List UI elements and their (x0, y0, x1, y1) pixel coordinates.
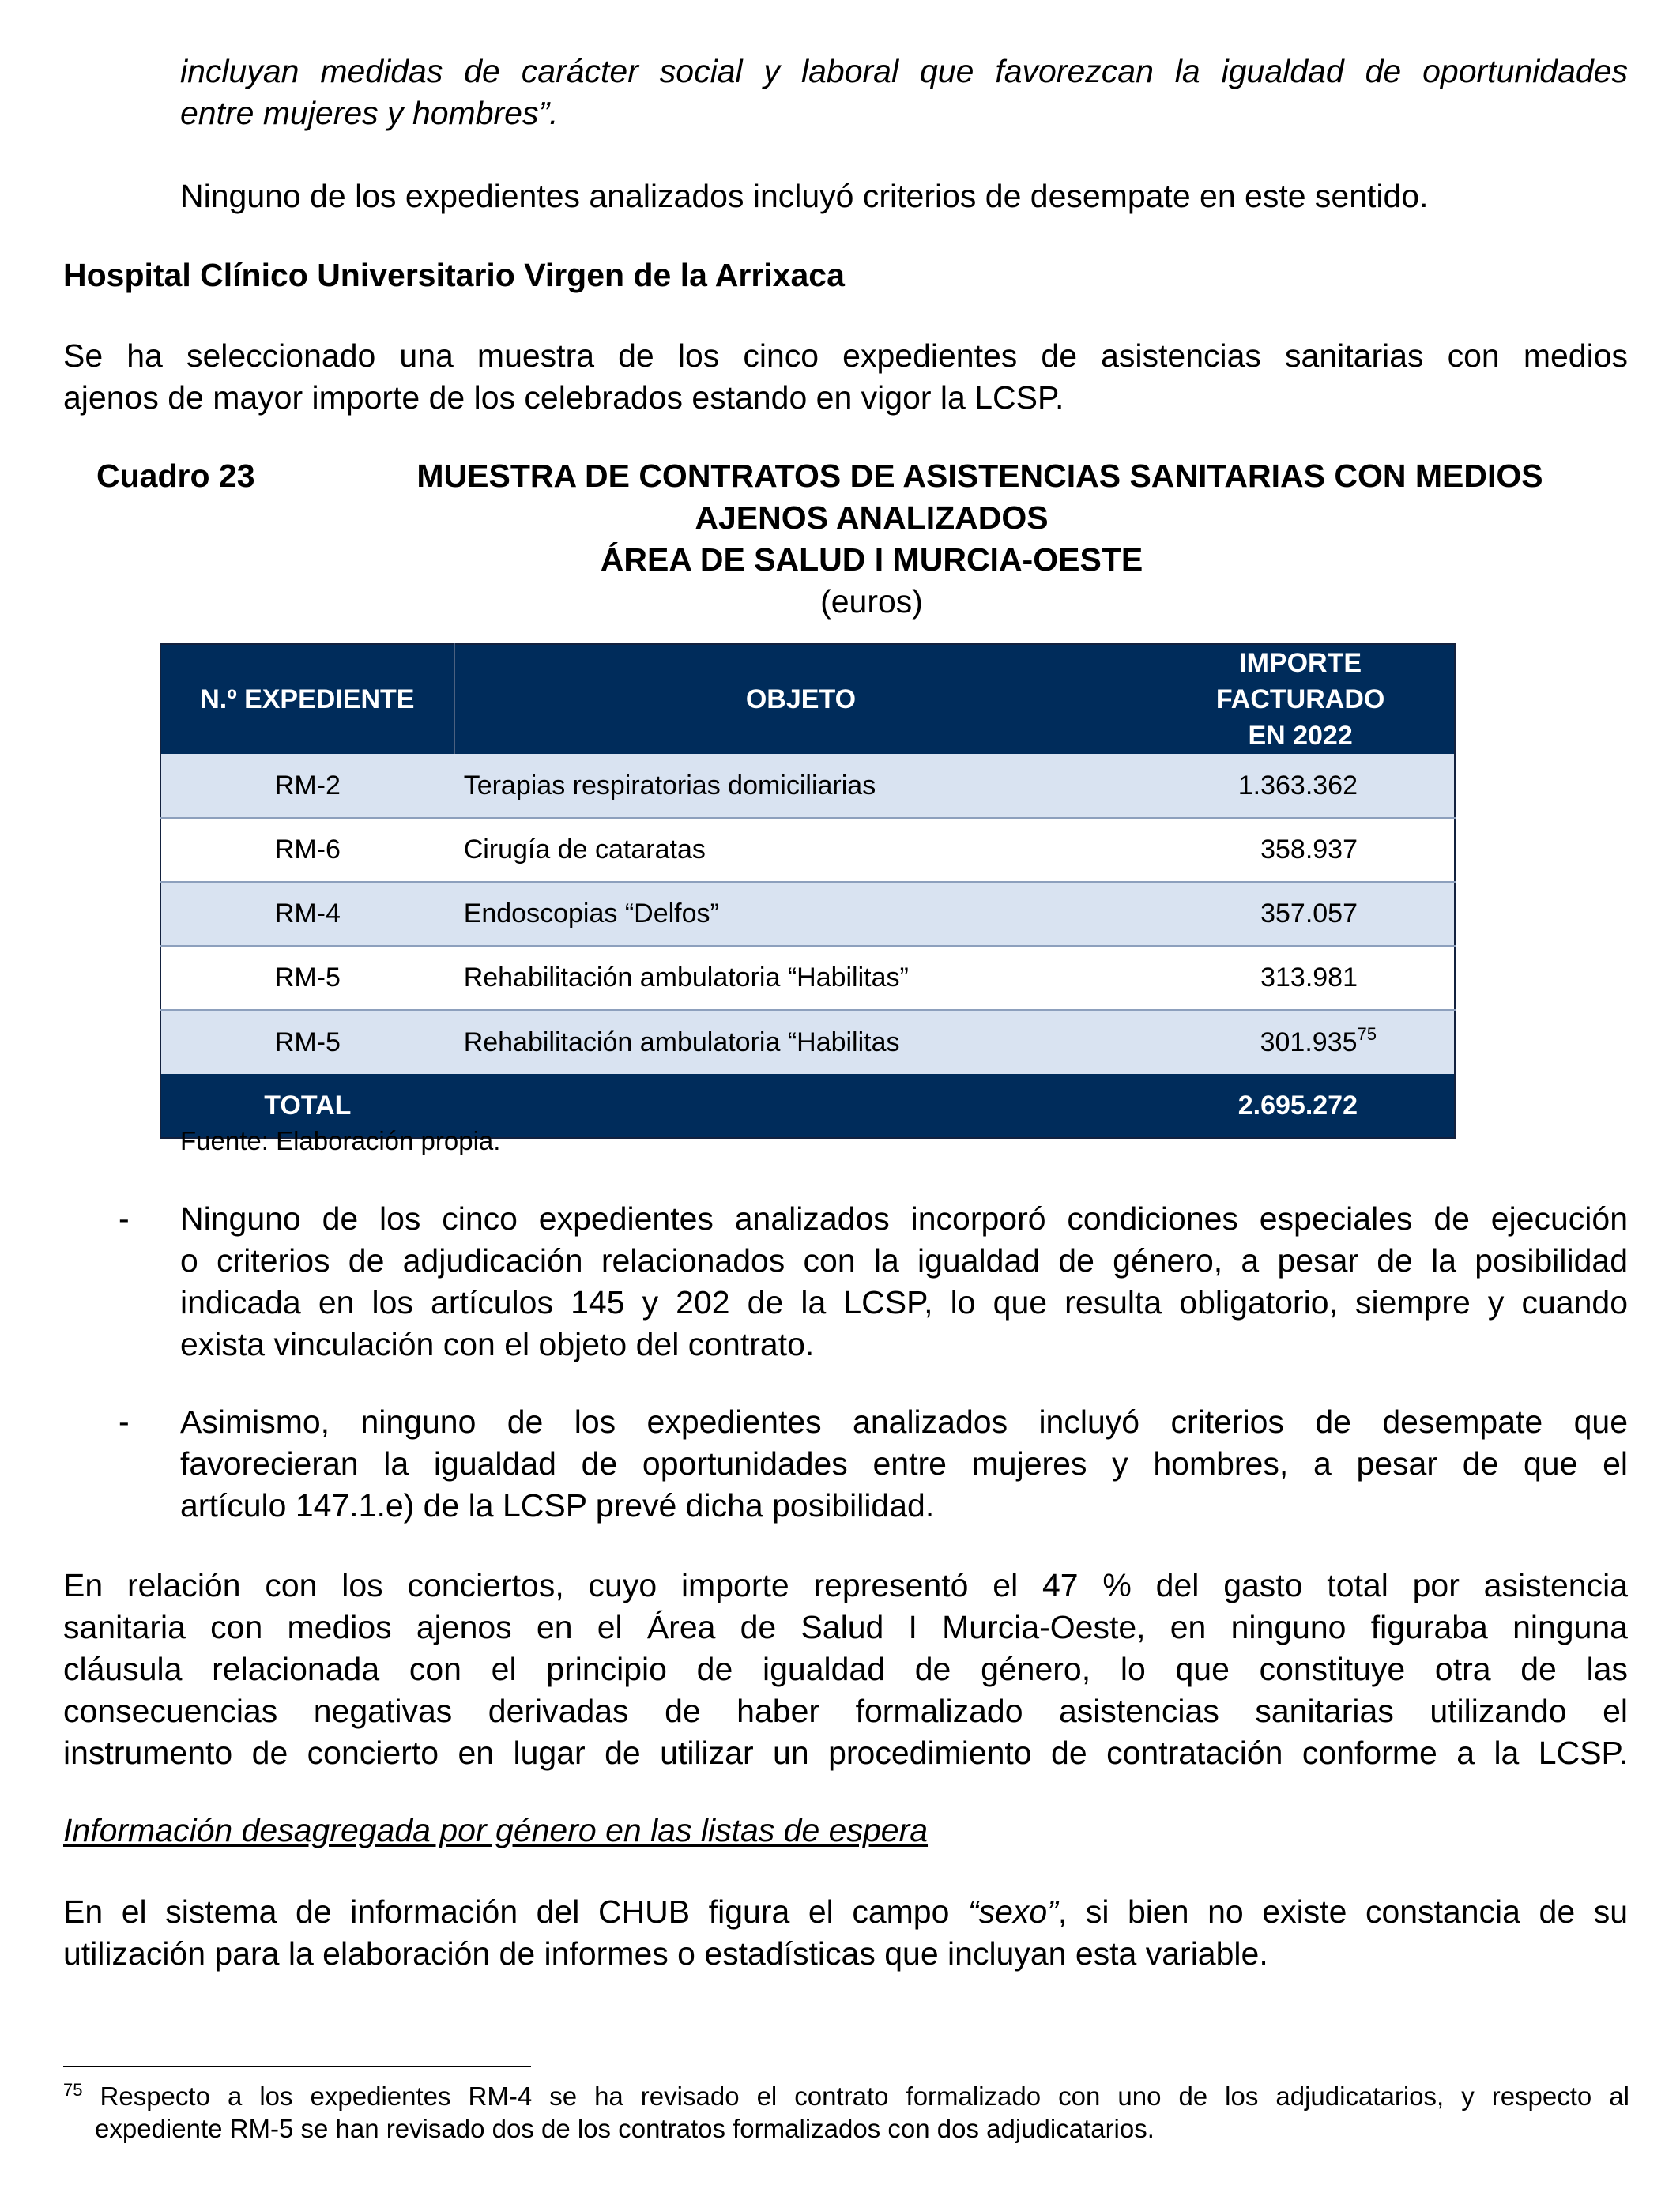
cell-objeto: Terapias respiratorias domiciliarias (454, 754, 1147, 818)
footnote-line: expediente RM-5 se han revisado dos de los contratos formalizados con dos adjudicatarios. (95, 2114, 1155, 2143)
table-caption-title (340, 455, 1620, 497)
footnote (63, 2080, 1629, 2145)
contracts-table (160, 643, 1456, 1139)
bullet-line: favorecieran la igualdad de oportunidades entre mujeres y hombres, a pesar de que el (180, 1445, 1628, 1482)
total-label: TOTAL (160, 1074, 454, 1138)
importe-value: 357.057 (1260, 899, 1358, 929)
cell-objeto: Rehabilitación ambulatoria “Habilitas” (454, 946, 1147, 1010)
importe-value: 1.363.362 (1237, 770, 1358, 801)
footnote-number: 75 (63, 2080, 83, 2100)
section-heading: Hospital Clínico Universitario Virgen de la Arrixaca (63, 257, 845, 293)
table-caption-number: Cuadro 23 (96, 458, 255, 494)
table-source: Fuente: Elaboración propia. (180, 1126, 501, 1155)
cell-importe (1147, 1010, 1455, 1074)
total-importe: 2.695.272 (1147, 1074, 1455, 1138)
bullet-marker: - (119, 1403, 130, 1440)
cell-importe (1147, 818, 1455, 882)
cell-expediente: RM-6 (160, 818, 454, 882)
quote-paragraph-end (180, 92, 1628, 134)
importe-value: 358.937 (1260, 835, 1358, 865)
cell-importe (1147, 882, 1455, 946)
paragraph-line: consecuencias negativas derivadas de haber formalizado asistencias sanitarias utilizando el (63, 1693, 1628, 1729)
paragraph-line: instrumento de concierto en lugar de utilizar un procedimiento de contratación conforme a la LCSP. (63, 1735, 1628, 1771)
footnote-ref[interactable]: 75 (1357, 1023, 1377, 1044)
conciertos-paragraph (63, 1565, 1628, 1774)
table-row (160, 946, 1455, 1010)
paragraph-line (63, 1891, 1628, 1933)
caption-title-line: AJENOS ANALIZADOS (695, 499, 1049, 536)
paragraph-line: Se ha seleccionado una muestra de los cinco expedientes de asistencias sanitarias con medios (63, 337, 1628, 374)
bullet-line: exista vinculación con el objeto del contrato. (180, 1326, 815, 1362)
cell-importe (1147, 754, 1455, 818)
header-expediente: N.º EXPEDIENTE (160, 644, 454, 754)
bullet-line: Ninguno de los cinco expedientes analizados incorporó condiciones especiales de ejecución (180, 1200, 1628, 1237)
importe-value: 301.935 (1260, 1027, 1358, 1057)
bullet-item (180, 1401, 1628, 1527)
cell-objeto: Cirugía de cataratas (454, 818, 1147, 882)
table-row (160, 818, 1455, 882)
cell-expediente: RM-4 (160, 882, 454, 946)
table-row (160, 882, 1455, 946)
importe-value: 313.981 (1260, 963, 1358, 993)
bullet-line: o criterios de adjudicación relacionados con la igualdad de género, a pesar de la posibilidad (180, 1242, 1628, 1279)
paragraph-line: ajenos de mayor importe de los celebrados estando en vigor la LCSP. (63, 379, 1064, 416)
paragraph-line: sanitaria con medios ajenos en el Área de Salud I Murcia-Oeste, en ninguno figuraba ninguna (63, 1609, 1628, 1645)
table-row (160, 1010, 1455, 1074)
header-importe-line: EN 2022 (1248, 721, 1353, 751)
cell-expediente: RM-5 (160, 1010, 454, 1074)
quote-line: incluyan medidas de carácter social y laboral que favorezcan la igualdad de oportunidades (180, 53, 1628, 89)
desempate-note: Ninguno de los expedientes analizados incluyó criterios de desempate en este sentido. (180, 178, 1429, 214)
text-run: , si bien no existe constancia de su (1057, 1893, 1628, 1930)
header-importe (1147, 644, 1455, 754)
bullet-line: artículo 147.1.e) de la LCSP prevé dicha posibilidad. (180, 1487, 935, 1524)
total-empty-cell (454, 1074, 1147, 1138)
footnote-line (63, 2080, 1629, 2112)
text-run: En el sistema de información del CHUB figura el campo (63, 1893, 968, 1930)
cell-objeto: Endoscopias “Delfos” (454, 882, 1147, 946)
bullet-line: Asimismo, ninguno de los expedientes analizados incluyó criterios de desempate que (180, 1403, 1628, 1440)
cell-expediente: RM-5 (160, 946, 454, 1010)
table-row (160, 754, 1455, 818)
bullet-line: indicada en los artículos 145 y 202 de la LCSP, lo que resulta obligatorio, siempre y cuando (180, 1284, 1628, 1321)
table-header-row (160, 644, 1455, 754)
footnote-separator (63, 2066, 531, 2067)
cell-expediente: RM-2 (160, 754, 454, 818)
sample-paragraph-end (63, 377, 1628, 419)
header-importe-line: IMPORTE FACTURADO (1215, 648, 1385, 714)
footnote-text: Respecto a los expedientes RM-4 se ha revisado el contrato formalizado con uno de los adjudicatarios, y respecto al (82, 2082, 1629, 2111)
caption-title-line: MUESTRA DE CONTRATOS DE ASISTENCIAS SANITARIAS CON MEDIOS (416, 458, 1543, 494)
paragraph-line: utilización para la elaboración de informes o estadísticas que incluyan esta variable. (63, 1935, 1268, 1972)
subheading: Información desagregada por género en las listas de espera (63, 1812, 929, 1848)
final-paragraph (63, 1891, 1628, 1975)
paragraph-line: cláusula relacionada con el principio de igualdad de género, lo que constituye otra de las (63, 1651, 1628, 1687)
sample-paragraph (63, 335, 1628, 377)
header-objeto: OBJETO (454, 644, 1147, 754)
caption-title-line: ÁREA DE SALUD I MURCIA-OESTE (600, 541, 1143, 578)
cell-objeto: Rehabilitación ambulatoria “Habilitas (454, 1010, 1147, 1074)
bullet-item (180, 1198, 1628, 1366)
quote-paragraph (180, 51, 1628, 92)
caption-unit: (euros) (820, 583, 923, 620)
paragraph-line: En relación con los conciertos, cuyo importe representó el 47 % del gasto total por asistencia (63, 1567, 1628, 1603)
cell-importe (1147, 946, 1455, 1010)
text-run-italic: “sexo” (967, 1893, 1058, 1930)
bullet-marker: - (119, 1200, 130, 1237)
quote-line: entre mujeres y hombres”. (180, 95, 559, 131)
